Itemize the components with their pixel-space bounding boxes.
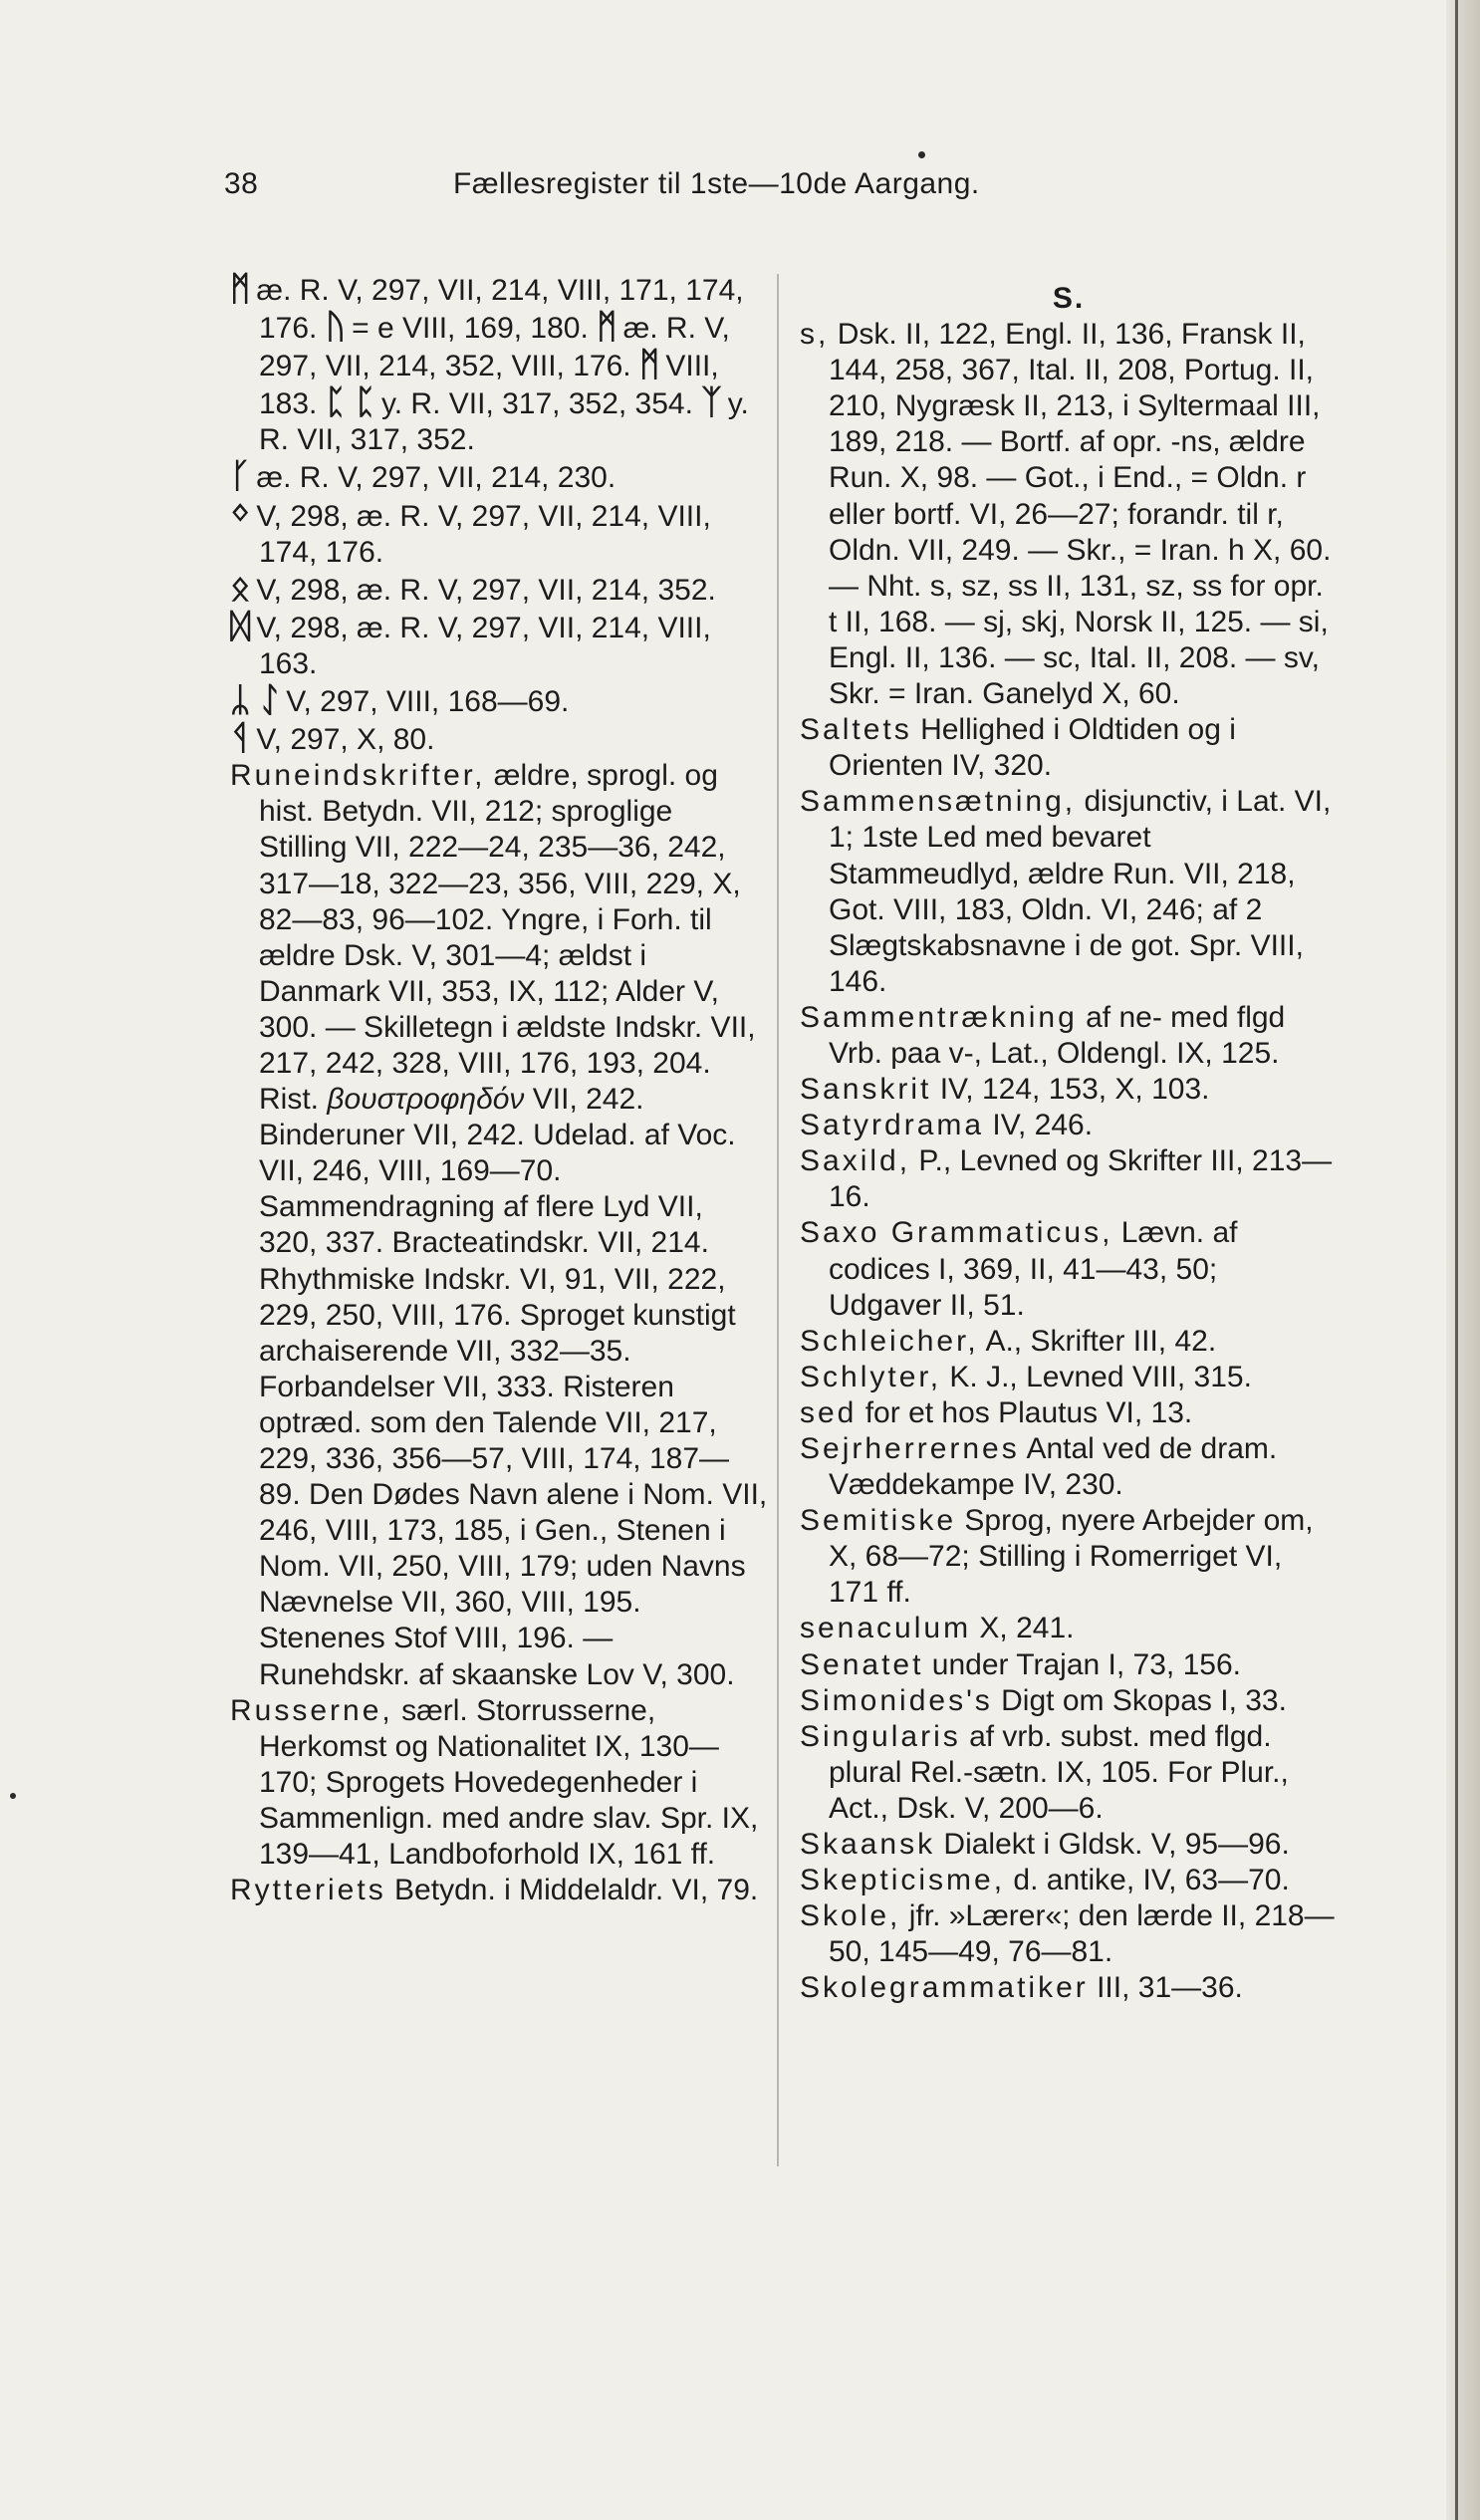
rune-glyph: ᛩ [230, 719, 251, 758]
page-header [0, 167, 1480, 217]
rune-glyph: ᛗ [597, 308, 617, 347]
entry-head: sed [800, 1395, 858, 1429]
entry-text: IV, 246. [992, 1109, 1094, 1142]
speck-mark [918, 151, 925, 158]
column-divider [777, 274, 779, 2166]
index-entry [800, 1898, 1338, 1970]
entry-text: Lævn. af codices I, 369, II, 41—43, 50; Udgaver II, 51. [829, 1216, 1238, 1322]
entry-text: K. J., Levned VIII, 315. [949, 1360, 1252, 1393]
entry-head: Schlyter, [800, 1360, 942, 1393]
entry-head: Russerne, [230, 1693, 393, 1727]
entry-head: Skaansk [800, 1828, 936, 1862]
rune-entry [230, 571, 768, 609]
rune-text: V, 298, æ. R. V, 297, VII, 214, VIII, 163. [256, 611, 711, 680]
entry-text: af ne- med flgd Vrb. paa v-, Lat., Oldengl. IX, 125. [829, 1000, 1286, 1070]
left-column [230, 271, 768, 1908]
rune-glyph: ᛈ ᛈ [325, 383, 375, 422]
rune-glyph: ᛦ ᛇ [230, 681, 281, 720]
entry-head: Senatet [800, 1647, 924, 1681]
rune-entry [230, 271, 768, 458]
index-entry [230, 1873, 768, 1908]
index-entry [800, 1072, 1338, 1108]
index-entry [800, 1108, 1338, 1143]
index-entry [800, 1324, 1338, 1360]
entry-text: ældre, sprogl. og hist. Betydn. VII, 212; sproglige Stilling VII, 222—24, 235—36, 242, 317—18, 322—23, 356, VIII, 229, X, 82—83, 96—102. Yngre, i Forh. til ældre Dsk. V, 301—4; ældst i Danmark VII, 353, IX, 112; Alder V, 300. — Skilletegn i ældste Indskr. VII, 217, 242, 328, VIII, 176, 193, 204. Rist. [259, 759, 756, 1117]
rune-entry [230, 720, 768, 758]
entry-text-cont: VII, 242. Binderuner VII, 242. Udelad. af Voc. VII, 246, VIII, 169—70. Sammendragning af flere Lyd VII, 320, 337. Bracteatindskr. VII, 214. Rhythmiske Indskr. VI, 91, VII, 222, 229, 250, VIII, 176. Sproget kunstigt archaiserende VII, 332—35. Forbandelser VII, 333. Risteren optræd. som den Talende VII, 217, 229, 336, 356—57, VIII, 174, 187—89. Den Dødes Navn alene i Nom. VII, 246, VIII, 173, 185, i Gen., Stenen i Nom. VII, 250, VIII, 179; uden Navns Nævnelse VII, 360, VIII, 195. Stenenes Stof VIII, 196. — Runehdskr. af skaanske Lov V, 300. [259, 1083, 768, 1691]
entry-text: d. antike, IV, 63—70. [1013, 1864, 1290, 1897]
index-entry [800, 1719, 1338, 1827]
entry-text: af vrb. subst. med flgd. plural Rel.-sætn. IX, 105. For Plur., Act., Dsk. V, 200—6. [829, 1719, 1289, 1825]
entry-text: Digt om Skopas I, 33. [1001, 1683, 1287, 1717]
index-entry [800, 1143, 1338, 1215]
index-entry [800, 1360, 1338, 1395]
entry-text: III, 31—36. [1097, 1971, 1243, 2005]
entry-head: Saltets [800, 713, 912, 747]
entry-head: Semitiske [800, 1504, 957, 1538]
index-entry [230, 758, 768, 1692]
entry-head: Saxild, [800, 1144, 911, 1178]
entry-head: Simonides's [800, 1683, 993, 1717]
index-entry [800, 1215, 1338, 1323]
page-edge-line [1455, 0, 1458, 2520]
entry-text: P., Levned og Skrifter III, 213—16. [829, 1144, 1333, 1214]
entry-text: Dialekt i Gldsk. V, 95—96. [943, 1828, 1290, 1862]
index-entry [800, 1000, 1338, 1072]
rune-entry [230, 458, 768, 496]
index-entry [230, 1693, 768, 1873]
rune-text: y. R. VII, 317, 352, 354. [380, 387, 693, 421]
entry-head: Skole, [800, 1899, 901, 1933]
entry-text: særl. Storrusserne, Herkomst og Nationalitet IX, 130—170; Sprogets Hovedegenheder i Sammenlign. med andre slav. Spr. IX, 139—41, Landboforhold IX, 161 ff. [259, 1693, 759, 1872]
section-letter: S. [1052, 282, 1086, 315]
entry-head: Sejrherrernes [800, 1432, 1020, 1465]
rune-glyph: ᛗ [230, 270, 251, 308]
rune-text: V, 298, æ. R. V, 297, VII, 214, 352. [256, 573, 716, 607]
entry-greek: βουστροφηδόν [327, 1083, 525, 1117]
rune-text: æ. R. V, 297, VII, 214, 230. [256, 461, 617, 495]
entry-text: under Trajan I, 73, 156. [931, 1647, 1241, 1681]
entry-text: jfr. »Lærer«; den lærde II, 218—50, 145—49, 76—81. [829, 1899, 1335, 1969]
index-entry [800, 1503, 1338, 1611]
entry-head: senaculum [800, 1612, 972, 1645]
entry-text: Hellighed i Oldtiden og i Orienten IV, 320. [829, 713, 1236, 783]
entry-head: Skolegrammatiker [800, 1971, 1089, 2005]
rune-entry [230, 682, 768, 720]
rune-glyph: ᛞ [230, 607, 251, 645]
speck-mark [10, 1793, 16, 1799]
rune-glyph: ᚢ [325, 308, 347, 347]
entry-text: for et hos Plautus VI, 13. [864, 1395, 1193, 1429]
index-entry [800, 1395, 1338, 1431]
index-entry [800, 1970, 1338, 2006]
index-entry [800, 1431, 1338, 1503]
rune-glyph: ᚴ [230, 457, 251, 496]
entry-head: Sanskrit [800, 1073, 932, 1107]
entry-text: Dsk. II, 122, Engl. II, 136, Fransk II, 144, 258, 367, Ital. II, 208, Portug. II, 210, Nygræsk II, 213, i Syltermaal III, 189, 218. — Bortf. af opr. -ns, ældre Run. X, 98. — Got., i End., = Oldn. r eller bortf. VI, 26—27; forandr. til r, Oldn. VII, 249. — Skr., = Iran. h X, 60. — Nht. s, sz, ss II, 131, sz, ss for opr. t II, 168. — sj, skj, Norsk II, 125. — si, Engl. II, 136. — sc, Ital. II, 208. — sv, Skr. = Iran. Ganelyd X, 60. [829, 318, 1332, 711]
index-entry [800, 1647, 1338, 1683]
page-number: 38 [224, 167, 259, 200]
entry-head: Schleicher, [800, 1324, 979, 1358]
entry-text: Betydn. i Middelaldr. VI, 79. [394, 1874, 759, 1907]
entry-head: Sammensætning, [800, 785, 1077, 819]
rune-text: = e VIII, 169, 180. [352, 312, 589, 346]
rune-text: VIII, 183. [259, 350, 719, 421]
index-entry [800, 317, 1338, 712]
rune-text: V, 297, VIII, 168—69. [286, 685, 570, 719]
index-entry [800, 1611, 1338, 1646]
rune-glyph: ᛜ [230, 495, 251, 534]
entry-head: Sammentrækning [800, 1000, 1078, 1034]
index-entry [800, 1683, 1338, 1719]
entry-text: Sprog, nyere Arbejder om, X, 68—72; Stilling i Romerriget VI, 171 ff. [829, 1504, 1314, 1610]
entry-text: IV, 124, 153, X, 103. [939, 1073, 1210, 1107]
rune-glyph: ᛉ [701, 383, 722, 422]
entry-text: Antal ved de dram. Væddekampe IV, 230. [829, 1432, 1278, 1502]
index-entry [800, 712, 1338, 784]
rune-text: V, 297, X, 80. [256, 723, 435, 757]
rune-text: æ. R. V, 297, VII, 214, 352, VIII, 176. [259, 312, 730, 383]
entry-text: A., Skrifter III, 42. [985, 1324, 1217, 1358]
page-edge-shadow [1446, 0, 1480, 2520]
entry-head: Runeindskrifter, [230, 759, 486, 793]
rune-text: y. R. VII, 317, 352. [259, 387, 749, 457]
entry-head: Satyrdrama [800, 1109, 985, 1142]
entry-head: s, [800, 318, 830, 352]
index-entry [800, 1827, 1338, 1863]
entry-head: Skepticisme, [800, 1864, 1006, 1897]
entry-text: X, 241. [979, 1612, 1075, 1645]
right-column [800, 271, 1338, 2007]
entry-head: Singularis [800, 1719, 961, 1753]
rune-text: æ. R. V, 297, VII, 214, VIII, 171, 174, 176. [256, 274, 744, 346]
index-entry [800, 784, 1338, 1000]
entry-head: Saxo Grammaticus, [800, 1216, 1113, 1250]
entry-head: Rytteriets [230, 1874, 386, 1907]
running-head: Fællesregister til 1ste—10de Aargang. [453, 167, 980, 200]
rune-entry [230, 497, 768, 571]
entry-text: disjunctiv, i Lat. VI, 1; 1ste Led med bevaret Stammeudlyd, ældre Run. VII, 218, Got. VIII, 183, Oldn. VI, 246; af 2 Slægtskabsnavne i de got. Spr. VIII, 146. [829, 785, 1332, 998]
rune-entry [230, 609, 768, 682]
rune-glyph: ᛗ [638, 346, 660, 384]
rune-text: V, 298, æ. R. V, 297, VII, 214, VIII, 174, 176. [256, 499, 711, 569]
rune-glyph: ᛟ [230, 569, 251, 608]
index-entry [800, 1863, 1338, 1898]
